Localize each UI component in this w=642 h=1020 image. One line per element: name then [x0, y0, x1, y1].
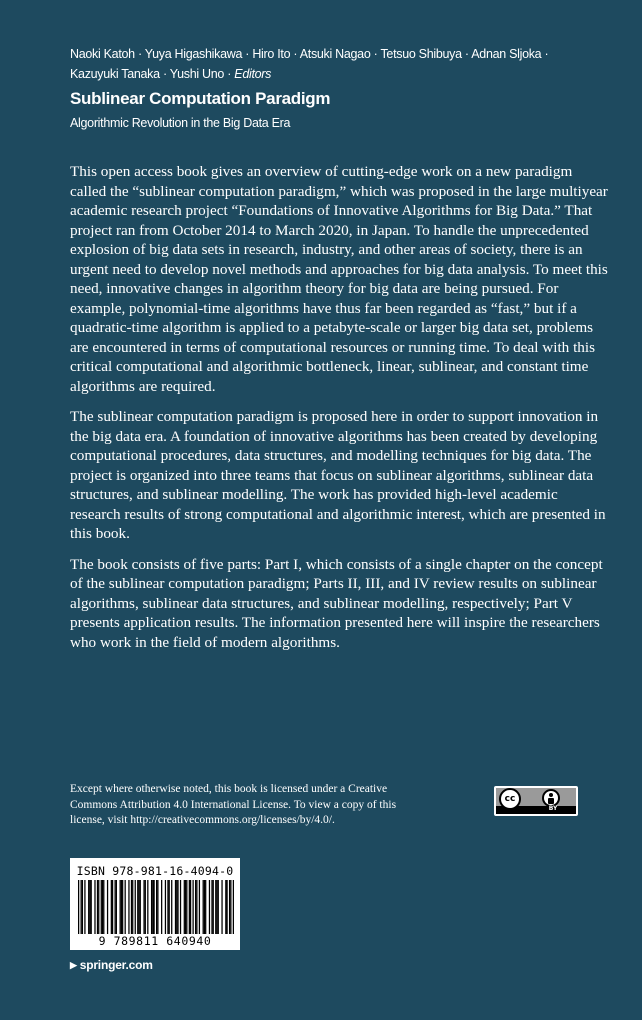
barcode-bar: [221, 880, 222, 934]
cc-icon: cc: [499, 788, 521, 810]
description-paragraph-3: The book consists of five parts: Part I, which consists of a single chapter on the concept of the sublinear computation paradigm; Parts II, III, and IV review results on sublinear algorithms, sublinear data structures, and sublinear modelling, respectively; Part V presents application results. The information presented here will inspire the researchers who work in the field of modern algorithms.: [70, 555, 603, 651]
barcode-bar: [152, 880, 153, 934]
authors-line-1: Naoki Katoh · Yuya Higashikawa · Hiro Ito · Atsuki Nagao · Tetsuo Shibuya · Adnan Sljoka ·: [70, 47, 549, 61]
description-paragraph-2: The sublinear computation paradigm is proposed here in order to support innovation in the big data era. A foundation of innovative algorithms has been created by developing computational procedures, data structures, and modelling techniques for big data. The project is organized into three teams that focus on sublinear algorithms, sublinear data structures, and sublinear modelling. The work has provided high-level academic research results of strong computational and algorithmic interest, which are presented in this book.: [70, 408, 606, 542]
barcode-bar: [88, 880, 89, 934]
barcode-bar: [147, 880, 148, 934]
barcode-bar: [185, 880, 186, 934]
barcode-bar: [131, 880, 132, 934]
barcode-bar: [89, 880, 90, 934]
editors-list: [70, 44, 590, 84]
barcode-bar: [151, 880, 152, 934]
barcode-bar: [112, 880, 113, 934]
barcode-bar: [171, 880, 172, 934]
barcode-bar: [137, 880, 138, 934]
barcode-bar: [211, 880, 212, 934]
barcode-bar: [111, 880, 112, 934]
barcode-bar: [91, 880, 92, 934]
barcode-bar: [196, 880, 197, 934]
isbn-barcode: [70, 858, 240, 950]
barcode-bar: [135, 880, 136, 934]
barcode-bar: [229, 880, 230, 934]
barcode-bar: [84, 880, 85, 934]
barcode-bar: [161, 880, 162, 934]
isbn-label: ISBN 978-981-16-4094-0: [76, 864, 234, 878]
barcode-bar: [167, 880, 168, 934]
barcode-bar: [157, 880, 158, 934]
barcode-bar: [209, 880, 210, 934]
barcode-bar: [176, 880, 177, 934]
barcode-bar: [94, 880, 95, 934]
barcode-bar: [216, 880, 217, 934]
barcode-bar: [233, 880, 234, 934]
barcode-bar: [226, 880, 227, 934]
barcode-bar: [189, 880, 190, 934]
barcode-bar: [132, 880, 133, 934]
authors-line-2-names: Kazuyuki Tanaka · Yushi Uno: [70, 67, 225, 81]
barcode-digits: 9 789811 640940: [98, 934, 212, 948]
barcode-bar: [121, 880, 122, 934]
barcode-bar: [218, 880, 219, 934]
barcode-bar: [143, 880, 144, 934]
barcode-bar: [81, 880, 82, 934]
book-subtitle: Algorithmic Revolution in the Big Data Era: [70, 116, 291, 130]
publisher-url: springer.com: [79, 958, 153, 972]
barcode-bar: [120, 880, 121, 934]
barcode-bar: [169, 880, 170, 934]
barcode-bar: [165, 880, 166, 934]
barcode-bar: [102, 880, 103, 934]
barcode-bar: [153, 880, 154, 934]
barcode-bar: [138, 880, 139, 934]
barcode-bar: [204, 880, 205, 934]
barcode-bar: [114, 880, 115, 934]
editors-label: Editors: [234, 67, 272, 81]
barcode-bar: [145, 880, 146, 934]
barcode-bar: [186, 880, 187, 934]
barcode-bar: [82, 880, 83, 934]
barcode-bars: [78, 880, 234, 934]
barcode-bar: [177, 880, 178, 934]
barcode-bar: [156, 880, 157, 934]
barcode-bar: [98, 880, 99, 934]
description: [70, 162, 610, 663]
barcode-bar: [101, 880, 102, 934]
barcode-bar: [215, 880, 216, 934]
arrow-right-icon: ▶: [70, 960, 77, 970]
by-label: BY: [548, 805, 558, 812]
license-notice: Except where otherwise noted, this book is licensed under a Creative Commons Attribution 4.0 International License. To view a copy of this license, visit http://creativecommons.org/licenses/by/4.0/.: [70, 783, 397, 826]
cc-by-license-icon: [494, 786, 578, 816]
barcode-bar: [78, 880, 79, 934]
authors-line-2: Kazuyuki Tanaka · Yushi Uno · Editors: [70, 67, 272, 81]
barcode-bar: [190, 880, 191, 934]
barcode-bar: [122, 880, 123, 934]
description-paragraph-1: This open access book gives an overview of cutting-edge work on a new paradigm called the “sublinear computation paradigm,” which was proposed in the large multiyear academic research project “Foundations of Innovative Algorithms for Big Data.” That project ran from October 2014 to March 2020, in Japan. To handle the unprecedented explosion of big data sets in research, industry, and other areas of society, there is an urgent need to develop novel methods and approaches for big data analysis. To meet this need, innovative changes in algorithm theory for big data are being pursued. For example, polynomial-time algorithms have thus far been regarded as “fast,” but if a quadratic-time algorithm is applied to a petabyte-scale or larger big data set, problems are encountered in terms of computational resources or running time. To deal with this critical computational and algorithmic bottleneck, linear, sublinear, and constant time algorithms are required.: [70, 163, 608, 395]
barcode-bar: [128, 880, 129, 934]
barcode-bar: [175, 880, 176, 934]
barcode-bar: [140, 880, 141, 934]
book-title: Sublinear Computation Paradigm: [70, 89, 331, 108]
barcode-bar: [103, 880, 104, 934]
publisher-link[interactable]: [70, 958, 153, 972]
barcode-bar: [195, 880, 196, 934]
barcode-bar: [184, 880, 185, 934]
barcode-bar: [180, 880, 181, 934]
barcode-bar: [205, 880, 206, 934]
barcode-bar: [125, 880, 126, 934]
barcode-bar: [199, 880, 200, 934]
barcode-bar: [97, 880, 98, 934]
barcode-bar: [230, 880, 231, 934]
barcode-bar: [203, 880, 204, 934]
barcode-bar: [225, 880, 226, 934]
barcode-bar: [192, 880, 193, 934]
barcode-bar: [107, 880, 108, 934]
barcode-bar: [213, 880, 214, 934]
barcode-bar: [116, 880, 117, 934]
